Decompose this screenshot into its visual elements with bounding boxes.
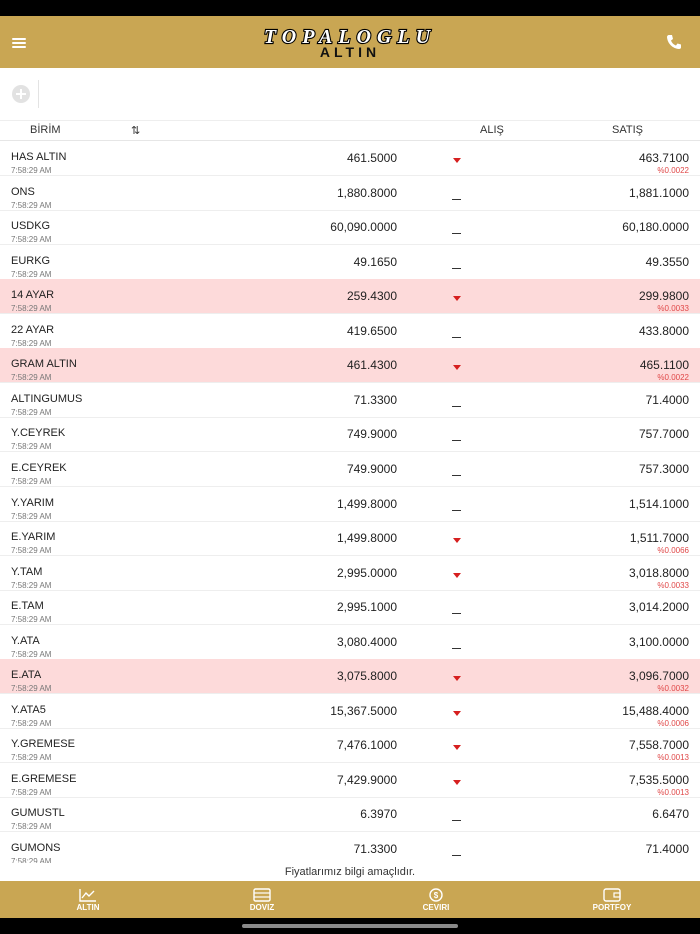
price-row[interactable] [0, 590, 700, 625]
unit-name: Y.ATA5 [11, 703, 46, 716]
flat-dash-icon [452, 261, 462, 269]
unit-name: Y.YARIM [11, 496, 54, 509]
buy-price: 15,367.5000 [330, 703, 397, 718]
buy-price: 1,499.8000 [336, 531, 397, 546]
buy-price: 3,080.4000 [336, 634, 397, 649]
buy-price: 49.1650 [353, 254, 397, 269]
status-bar [0, 0, 700, 16]
add-toolbar [0, 68, 700, 121]
sell-price: 6.6470 [652, 807, 689, 822]
update-time: 7:58:29 AM [11, 304, 52, 314]
buy-price: 461.4300 [346, 358, 397, 373]
app-header [0, 16, 700, 68]
toolbar-divider [38, 80, 39, 108]
sell-price: 71.4000 [645, 842, 689, 856]
down-arrow-icon [452, 157, 462, 165]
brand-line2: ALTIN [319, 44, 381, 60]
flat-dash-icon [452, 503, 462, 511]
wallet-icon [603, 888, 621, 902]
down-arrow-icon [452, 710, 462, 718]
home-indicator-bar [0, 918, 700, 934]
unit-name: Y.TAM [11, 565, 43, 578]
down-arrow-icon [452, 537, 462, 545]
buy-price: 749.9000 [346, 427, 397, 442]
price-row[interactable] [0, 625, 700, 660]
price-row[interactable] [0, 694, 700, 729]
buy-price: 7,476.1000 [336, 738, 397, 753]
disclaimer-text: Fiyatlarımız bilgi amaçlıdır. [0, 863, 700, 881]
sell-price: 3,096.7000 [628, 669, 689, 684]
sell-price: 15,488.4000 [622, 703, 689, 718]
update-time: 7:58:29 AM [11, 857, 52, 863]
buy-price: 60,090.0000 [330, 220, 397, 235]
buy-price: 1,880.8000 [336, 185, 397, 200]
unit-name: ONS [11, 185, 35, 198]
hamburger-icon[interactable] [12, 38, 26, 48]
sell-price: 1,514.1000 [628, 496, 689, 511]
sell-price: 465.1100 [639, 358, 689, 373]
unit-name: Y.ATA [11, 634, 40, 647]
sell-price: 3,018.8000 [628, 565, 689, 580]
price-row[interactable] [0, 176, 700, 211]
buy-price: 749.9000 [346, 461, 397, 476]
plus-circle-icon[interactable] [11, 84, 31, 104]
unit-name: USDKG [11, 220, 51, 233]
update-time: 7:58:29 AM [11, 580, 52, 590]
update-time: 7:58:29 AM [11, 166, 52, 175]
unit-name: HAS ALTIN [11, 151, 67, 163]
down-arrow-icon [452, 364, 462, 372]
column-buy: ALIŞ [480, 124, 504, 136]
buy-price: 259.4300 [346, 289, 397, 304]
unit-name: Y.CEYREK [11, 427, 66, 440]
sell-price: 757.3000 [638, 461, 689, 476]
flat-dash-icon [452, 468, 462, 476]
update-time: 7:58:29 AM [11, 200, 52, 210]
cash-icon [253, 888, 271, 902]
buy-price: 71.3300 [353, 392, 397, 407]
price-row[interactable] [0, 521, 700, 556]
sell-price: 60,180.0000 [622, 220, 689, 235]
svg-text:$: $ [433, 891, 439, 900]
price-row[interactable] [0, 141, 700, 176]
unit-name: E.ATA [11, 669, 42, 682]
price-row[interactable] [0, 797, 700, 832]
update-time: 7:58:29 AM [11, 235, 52, 245]
exchange-icon [427, 888, 445, 902]
sell-price: 299.9800 [638, 289, 689, 304]
update-time: 7:58:29 AM [11, 338, 52, 348]
update-time: 7:58:29 AM [11, 787, 52, 797]
tab-label: PORTFOY [592, 903, 632, 912]
update-time: 7:58:29 AM [11, 269, 52, 279]
change-percent: %0.0006 [657, 718, 689, 728]
flat-dash-icon [452, 399, 462, 407]
unit-name: 22 AYAR [11, 323, 55, 336]
price-row[interactable] [0, 314, 700, 349]
down-arrow-icon [452, 572, 462, 580]
tab-portfoy[interactable] [572, 881, 652, 918]
change-percent: %0.0033 [657, 580, 689, 590]
unit-name: GRAM ALTIN [11, 358, 77, 371]
brand-logo [212, 26, 488, 60]
sell-price: 463.7100 [638, 151, 689, 165]
flat-dash-icon [452, 226, 462, 234]
phone-icon[interactable] [666, 34, 682, 50]
tab-label: ALTIN [76, 903, 100, 912]
down-arrow-icon [452, 744, 462, 752]
update-time: 7:58:29 AM [11, 511, 52, 521]
price-row[interactable] [0, 659, 700, 694]
sell-price: 1,881.1000 [628, 185, 689, 200]
tab-altin[interactable] [48, 881, 128, 918]
down-arrow-icon [452, 295, 462, 303]
price-row[interactable] [0, 556, 700, 591]
unit-name: E.YARIM [11, 531, 56, 544]
table-header [0, 120, 700, 141]
flat-dash-icon [452, 330, 462, 338]
flat-dash-icon [452, 192, 462, 200]
column-unit[interactable]: BİRİM [30, 124, 61, 136]
change-percent: %0.0013 [657, 787, 689, 797]
price-row[interactable] [0, 417, 700, 452]
price-list[interactable] [0, 141, 700, 863]
sell-price: 3,100.0000 [628, 634, 689, 649]
update-time: 7:58:29 AM [11, 649, 52, 659]
sell-price: 7,558.7000 [628, 738, 689, 753]
tab-label: CEVIRI [422, 903, 450, 912]
flat-dash-icon [452, 813, 462, 821]
update-time: 7:58:29 AM [11, 476, 52, 486]
price-row[interactable] [0, 452, 700, 487]
home-indicator[interactable] [242, 924, 458, 928]
price-row[interactable] [0, 832, 700, 863]
chart-icon [79, 888, 97, 902]
change-percent: %0.0022 [657, 373, 689, 383]
sell-price: 71.4000 [645, 392, 689, 407]
flat-dash-icon [452, 641, 462, 649]
brand-line1: TOPALOGLU [263, 26, 437, 48]
price-row[interactable] [0, 279, 700, 314]
tab-bar [0, 881, 700, 918]
buy-price: 461.5000 [346, 151, 397, 165]
price-row[interactable] [0, 245, 700, 280]
unit-name: E.TAM [11, 600, 44, 613]
column-sell: SATIŞ [612, 124, 643, 136]
buy-price: 1,499.8000 [336, 496, 397, 511]
unit-name: GUMUSTL [11, 807, 65, 820]
flat-dash-icon [452, 606, 462, 614]
sell-price: 49.3550 [645, 254, 689, 269]
buy-price: 6.3970 [360, 807, 397, 822]
update-time: 7:58:29 AM [11, 546, 52, 556]
price-row[interactable] [0, 348, 700, 383]
update-time: 7:58:29 AM [11, 615, 52, 625]
update-time: 7:58:29 AM [11, 822, 52, 832]
update-time: 7:58:29 AM [11, 718, 52, 728]
update-time: 7:58:29 AM [11, 753, 52, 763]
update-time: 7:58:29 AM [11, 407, 52, 417]
tab-label: DOVIZ [249, 903, 275, 912]
buy-price: 3,075.8000 [336, 669, 397, 684]
sell-price: 433.8000 [638, 323, 689, 338]
unit-name: EURKG [11, 254, 51, 267]
tab-ceviri[interactable] [396, 881, 476, 918]
down-arrow-icon [452, 779, 462, 787]
buy-price: 419.6500 [346, 323, 397, 338]
tab-doviz[interactable] [222, 881, 302, 918]
price-row[interactable] [0, 210, 700, 245]
unit-name: E.GREMESE [11, 772, 77, 785]
price-row[interactable] [0, 763, 700, 798]
buy-price: 7,429.9000 [336, 772, 397, 787]
buy-price: 71.3300 [353, 842, 397, 856]
unit-name: Y.GREMESE [11, 738, 75, 751]
change-percent: %0.0066 [657, 546, 689, 556]
buy-price: 2,995.0000 [336, 565, 397, 580]
sort-arrows-icon[interactable]: ⇅ [131, 125, 141, 137]
down-arrow-icon [452, 675, 462, 683]
price-row[interactable] [0, 383, 700, 418]
sell-price: 1,511.7000 [629, 531, 689, 546]
sell-price: 7,535.5000 [628, 772, 689, 787]
sell-price: 757.7000 [638, 427, 689, 442]
price-row[interactable] [0, 487, 700, 522]
unit-name: E.CEYREK [11, 461, 67, 474]
flat-dash-icon [452, 848, 462, 856]
change-percent: %0.0022 [657, 166, 689, 175]
unit-name: GUMONS [11, 842, 61, 854]
buy-price: 2,995.1000 [336, 600, 397, 615]
sell-price: 3,014.2000 [628, 600, 689, 615]
unit-name: ALTINGUMUS [11, 392, 83, 405]
update-time: 7:58:29 AM [11, 684, 52, 694]
change-percent: %0.0033 [657, 304, 689, 314]
update-time: 7:58:29 AM [11, 442, 52, 452]
flat-dash-icon [452, 433, 462, 441]
change-percent: %0.0032 [657, 684, 689, 694]
unit-name: 14 AYAR [11, 289, 55, 302]
change-percent: %0.0013 [657, 753, 689, 763]
price-row[interactable] [0, 728, 700, 763]
update-time: 7:58:29 AM [11, 373, 52, 383]
